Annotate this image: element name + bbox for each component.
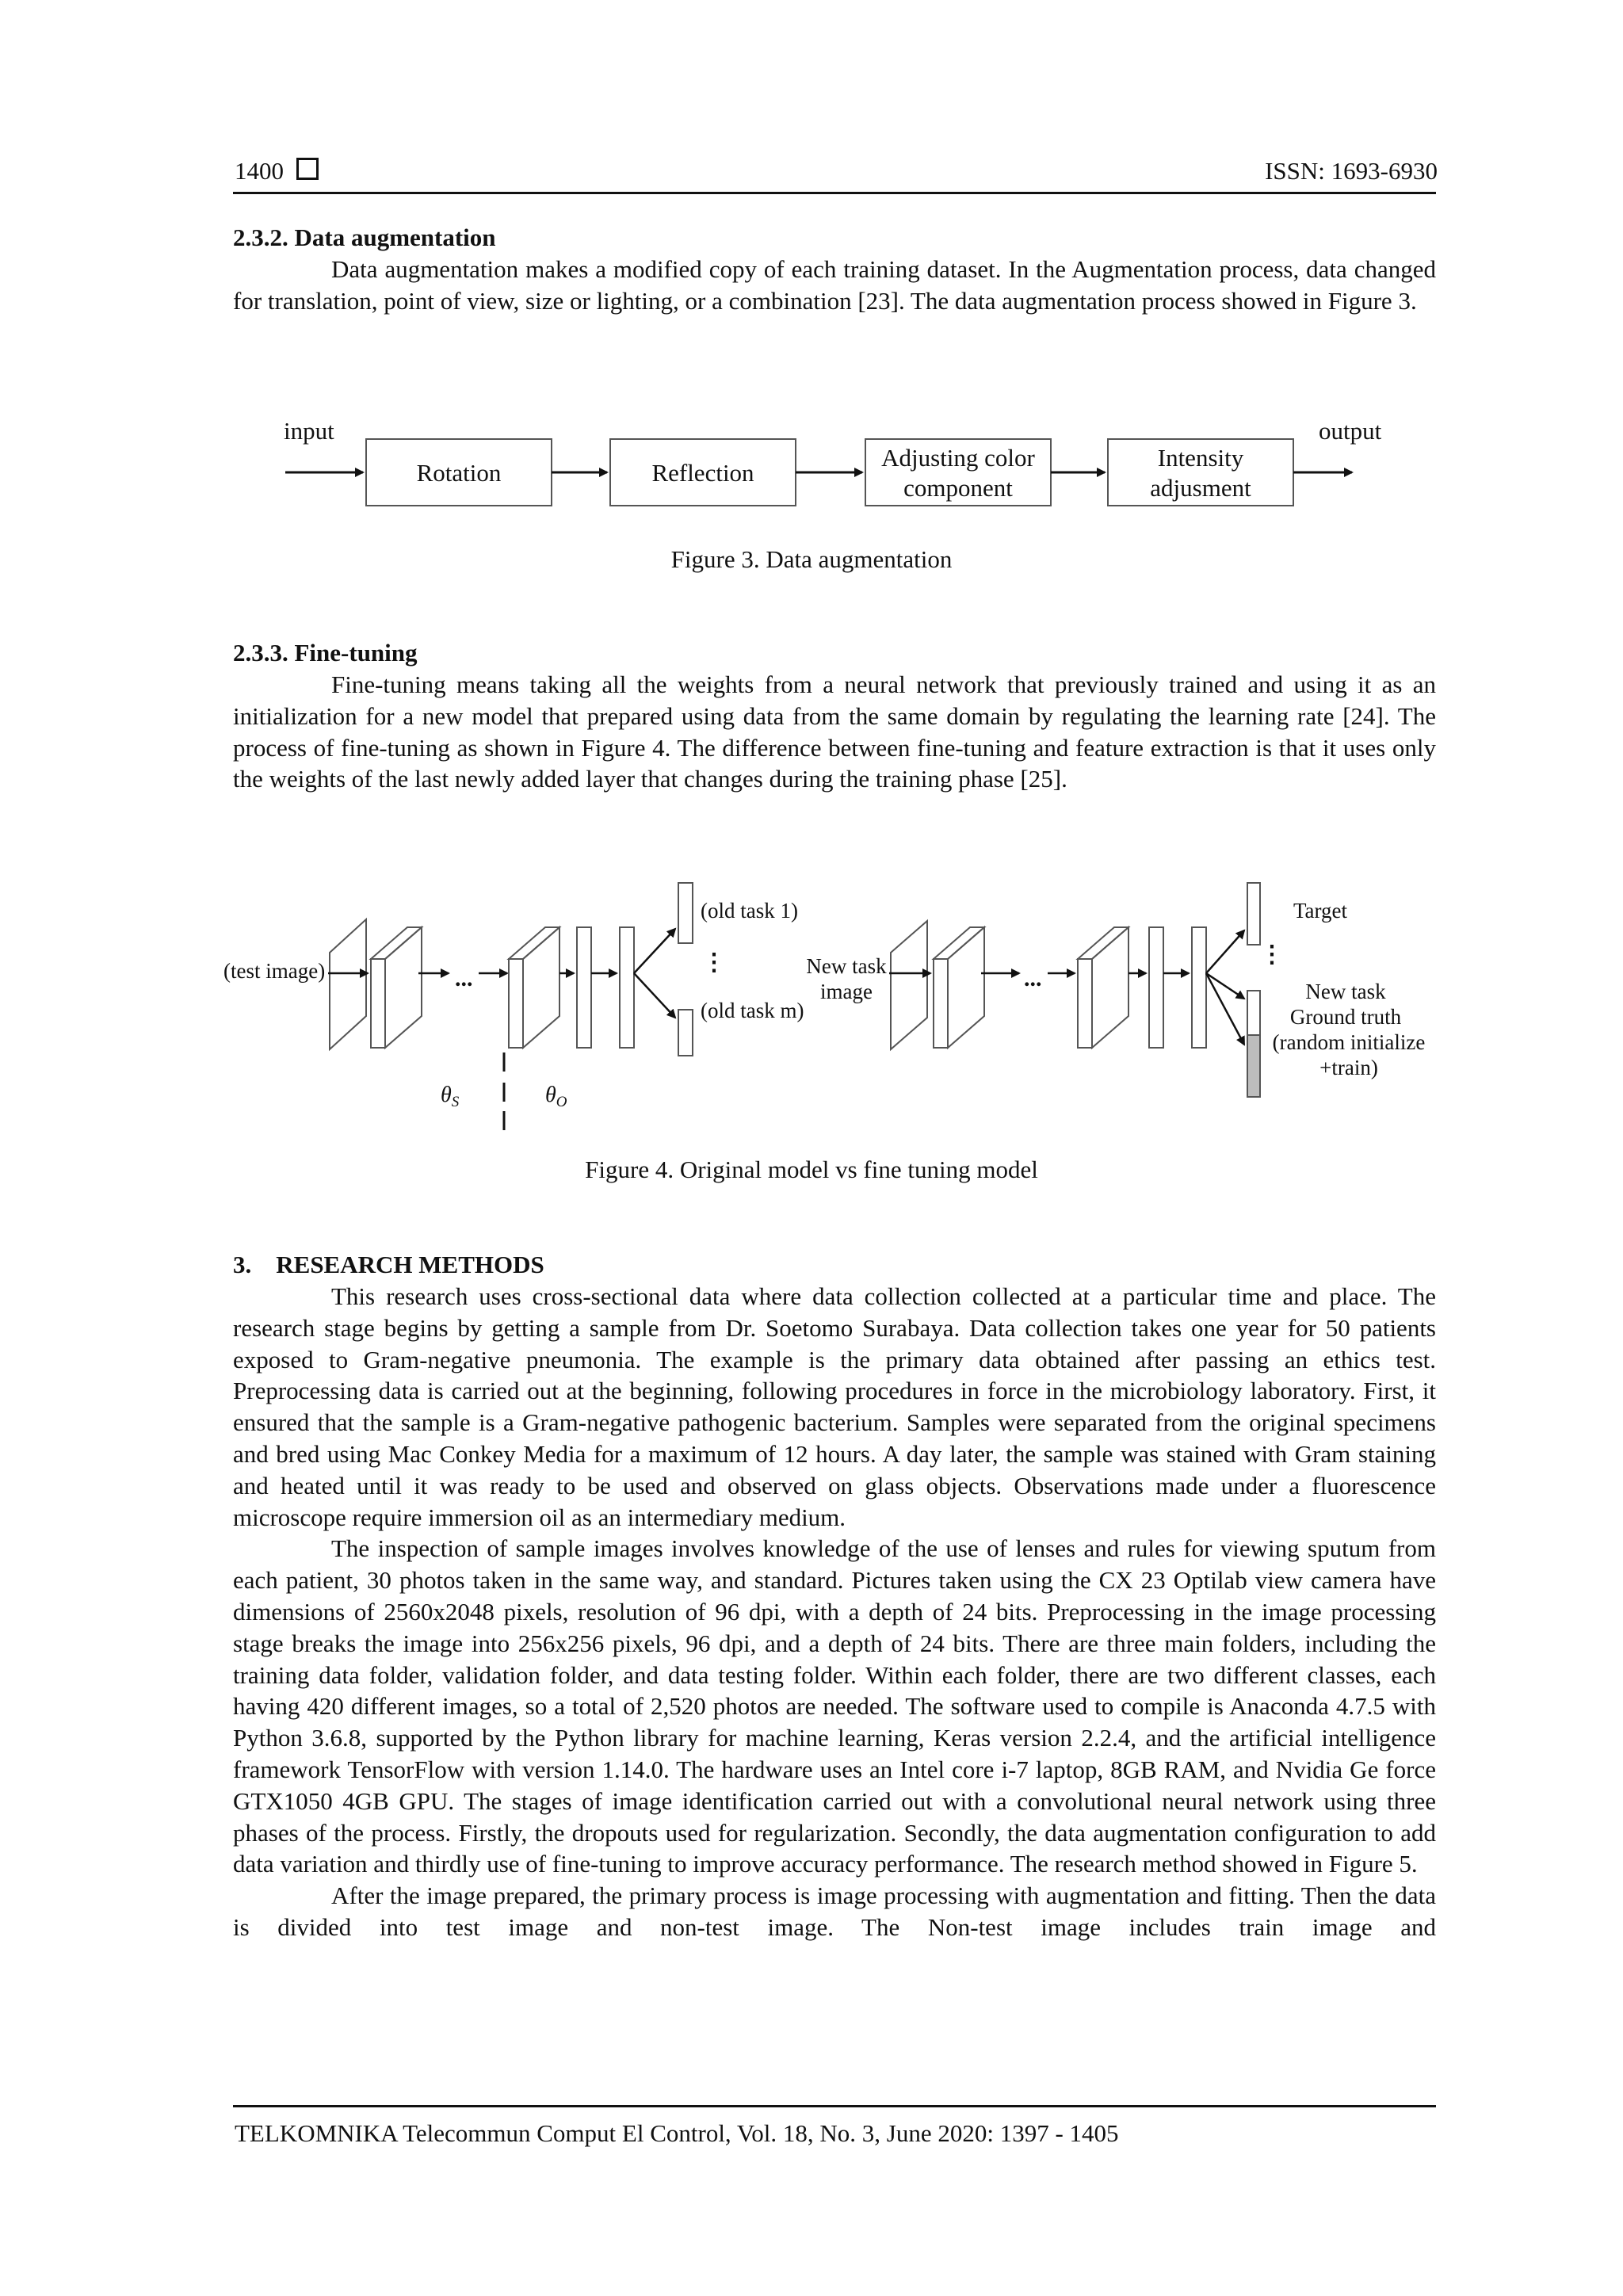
paragraph-research-3: After the image prepared, the primary process is image processing with augmentation and fitting. Then the data is divided into test image and non-test image. The Non-test image includes train image and — [233, 1881, 1436, 1941]
section-heading-fine-tuning: 2.3.3. Fine-tuning — [233, 639, 418, 667]
square-bullet-icon — [296, 158, 319, 180]
fig4-ground-truth-box — [1247, 1035, 1260, 1097]
fig3-box-adjusting-color-line1: Adjusting color — [881, 444, 1035, 472]
fig4-theta-s: $\theta_S$ — [441, 1083, 460, 1110]
fig4-right-fc-1 — [1149, 927, 1163, 1048]
fig3-box-reflection-label: Reflection — [651, 459, 754, 487]
fig3-box-intensity-line2: adjusment — [1150, 474, 1251, 502]
fig4-left-layer-3 — [509, 927, 559, 1048]
fig4-old-task-1-box — [678, 883, 693, 943]
fig4-left-arrow-old-task-1 — [634, 929, 675, 973]
fig4-new-task-box — [1247, 991, 1260, 1038]
fig4-left-vdots: ⋮ — [702, 949, 726, 976]
fig4-new-task-image-line1: New task — [806, 954, 887, 978]
section-heading-research-methods: 3. RESEARCH METHODS — [233, 1251, 544, 1278]
paragraph-fine-tuning: Fine-tuning means taking all the weights from a neural network that previously trained and using it as an initialization for a new model that prepared using data from the same domain by regulating the learning rate [24]. The process of fine-tuning as shown in Figure 4. The difference between fine-tuning and feature extraction is that it uses only the weights of the last newly added layer that changes during the training phase [25]. — [233, 670, 1436, 793]
page-number — [235, 155, 319, 187]
fig4-new-task-line1: New task — [1305, 980, 1386, 1003]
paragraph-research-1: This research uses cross-sectional data where data collection collected at a particular time and place. The research stage begins by getting a sample from Dr. Soetomo Surabaya. Data collection takes one year for 50 patients exposed to Gram-negative pneumonia. The example is the primary data obtained after passing an ethics test. Preprocessing data is carried out at the beginning, following procedures in force in the microbiology laboratory. First, it ensured that the sample is a Gram-negative pathogenic bacterium. Samples were separated from the original specimens and bred using Mac Conkey Media for a maximum of 12 hours. A day later, the sample was stained with Gram staining and heated until it was ready to be used and observed on glass objects. Observations made under a fluorescence microscope require immersion oil as an intermediary medium. — [233, 1282, 1436, 1531]
fig4-target-label: Target — [1293, 899, 1348, 923]
figure-4-caption: Figure 4. Original model vs fine tuning model — [585, 1156, 1038, 1183]
fig4-right-fc-2 — [1192, 927, 1206, 1048]
fig4-new-task-line2: Ground truth — [1289, 1005, 1402, 1029]
paragraph-data-augmentation: Data augmentation makes a modified copy of each training dataset. In the Augmentation process, data changed for translation, point of view, size or lighting, or a combination [23]. The data augmentation process showed in Figure 3. — [233, 255, 1436, 315]
fig3-box-adjusting-color-line2: component — [903, 474, 1013, 502]
research-methods-body — [233, 1281, 1436, 1943]
fig4-test-image-label: (test image) — [223, 959, 326, 983]
page-number-text: 1400 — [235, 157, 284, 185]
fig4-left-layer-2 — [371, 927, 422, 1048]
fig4-right-layer-3 — [1078, 927, 1128, 1048]
fig4-right-layer-2 — [934, 927, 984, 1048]
fig4-right-arrow-target — [1206, 930, 1244, 973]
fig4-right-dots: ... — [1024, 965, 1042, 991]
header-rule — [233, 192, 1436, 194]
figure-4-diagram — [0, 880, 1623, 1141]
figure-3-caption: Figure 3. Data augmentation — [670, 545, 953, 573]
fig4-left-arrow-old-task-m — [634, 973, 675, 1018]
fig4-right-layer-1 — [891, 921, 927, 1049]
issn: ISSN: 1693-6930 — [1265, 157, 1438, 185]
fig4-old-task-1-label: (old task 1) — [701, 899, 798, 923]
fig3-box-intensity-line1: Intensity — [1157, 444, 1244, 472]
section-heading-data-augmentation: 2.3.2. Data augmentation — [233, 223, 496, 251]
fig4-left-dots: ... — [455, 965, 473, 991]
fig4-left-fc-2 — [620, 927, 634, 1048]
figure-3-diagram — [0, 412, 1623, 531]
footer-citation: TELKOMNIKA Telecommun Comput El Control, Vol. 18, No. 3, June 2020: 1397 - 1405 — [235, 2119, 1119, 2147]
fig3-box-rotation-label: Rotation — [416, 459, 502, 487]
fig4-new-task-line3: (random initialize — [1272, 1030, 1426, 1054]
fig4-left-fc-1 — [577, 927, 591, 1048]
fig4-target-box — [1247, 883, 1260, 945]
paragraph-research-2: The inspection of sample images involves knowledge of the use of lenses and rules for viewing sputum from each patient, 30 photos taken in the same way, and standard. Pictures taken using the CX 23 Optilab view camera have dimensions of 2560x2048 pixels, resolution of 96 dpi, with a depth of 24 bits. Preprocessing in the image processing stage breaks the image into 256x256 pixels, 96 dpi, and a depth of 24 bits. There are three main folders, including the training data folder, validation folder, and data testing folder. Within each folder, there are two different classes, each having 420 different images, so a total of 2,520 photos are needed. The software used to compile is Anaconda 4.7.5 with Python 3.6.8, supported by the Python library for machine learning, Keras version 2.2.4, and the artificial intelligence framework TensorFlow with version 1.14.0. The hardware uses an Intel core i-7 laptop, 8GB RAM, and Nvidia Ge force GTX1050 4GB GPU. The stages of image identification carried out with a convolutional neural network using three phases of the process. Firstly, the dropouts used for regularization. Secondly, the data augmentation configuration to add data variation and thirdly use of fine-tuning to improve accuracy performance. The research method showed in Figure 5. — [233, 1534, 1436, 1878]
fig4-theta-o: $\theta_O$ — [545, 1083, 567, 1110]
fig4-old-task-m-label: (old task m) — [701, 999, 804, 1022]
fig4-right-arrow-ground-truth — [1206, 973, 1244, 1045]
fig4-old-task-m-box — [678, 1010, 693, 1056]
fig3-output-label: output — [1319, 417, 1382, 445]
fig4-new-task-line4: +train) — [1319, 1056, 1378, 1079]
fig3-input-label: input — [284, 417, 334, 445]
footer-rule — [233, 2105, 1436, 2107]
fig4-right-vdots: ⋮ — [1260, 942, 1284, 968]
fig4-new-task-image-line2: image — [820, 980, 873, 1003]
fig4-left-layer-1 — [330, 919, 366, 1049]
